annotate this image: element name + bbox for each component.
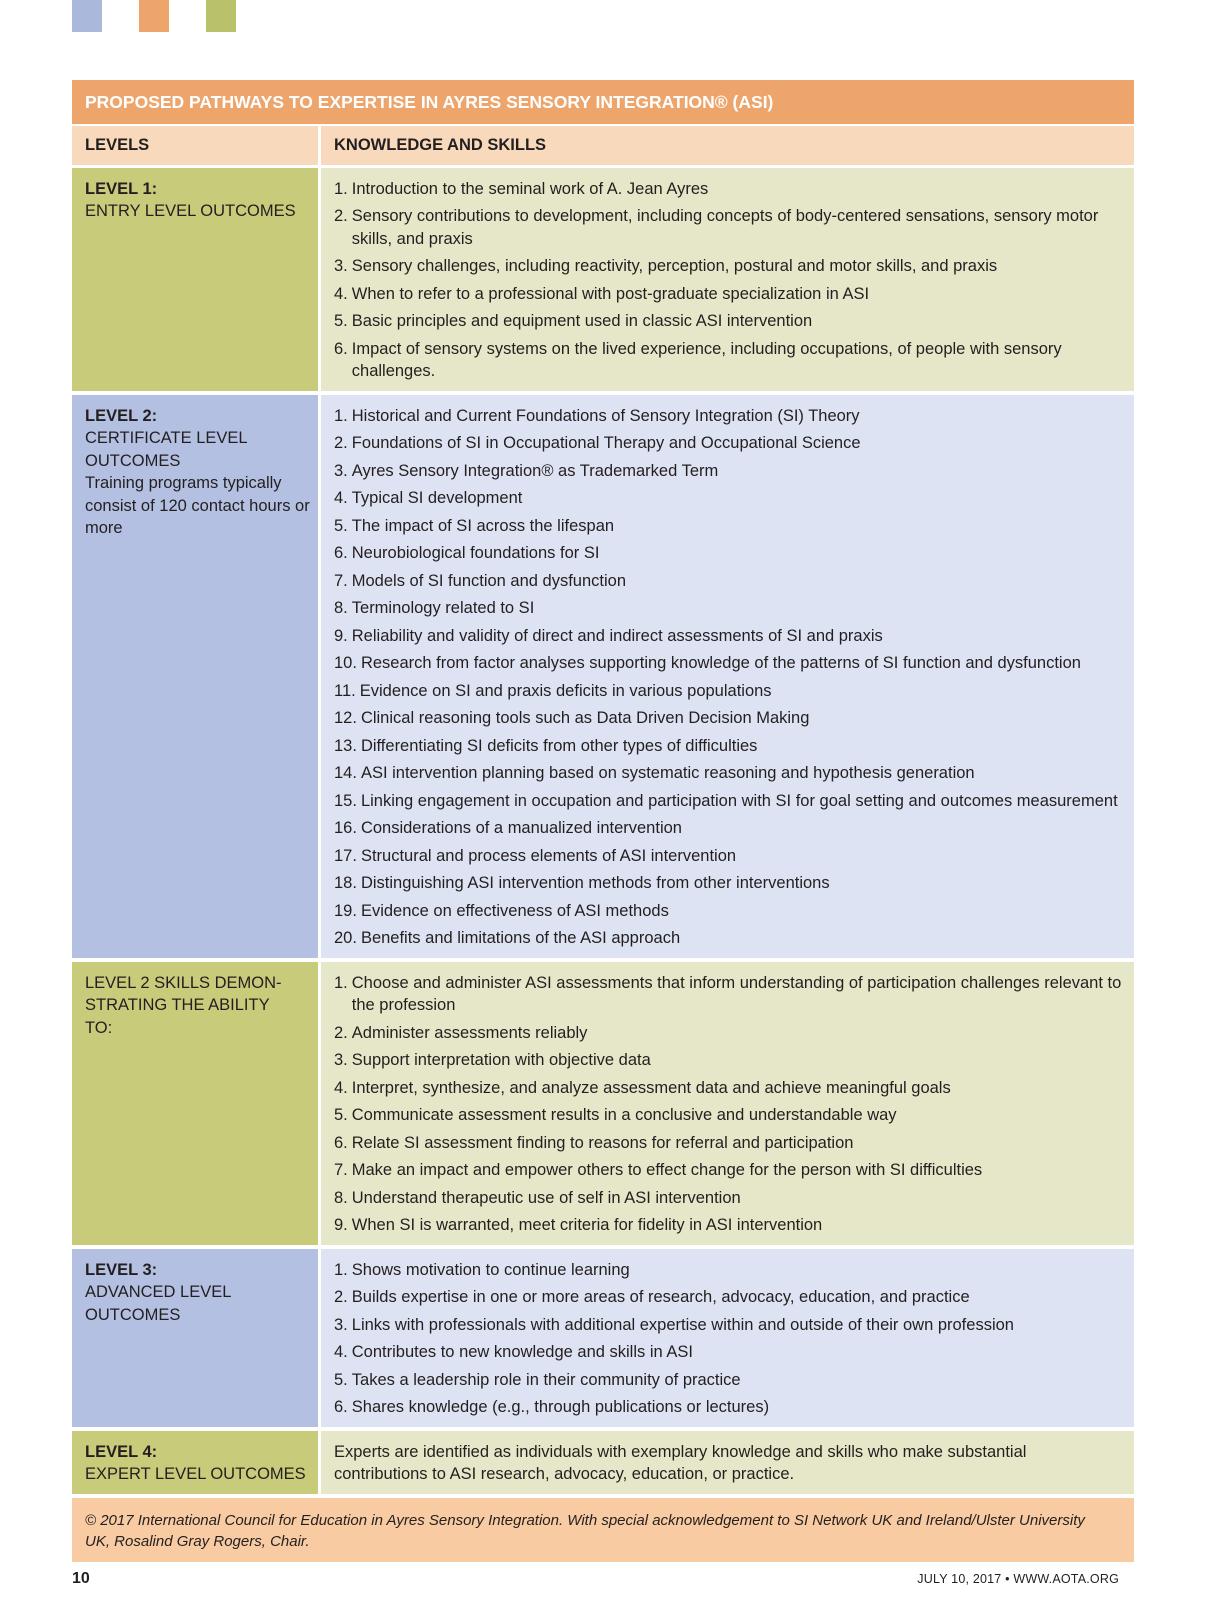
item-text: Support interpretation with objective data (351, 1051, 651, 1069)
list-item (334, 1396, 1122, 1419)
list-item (334, 972, 1122, 1017)
item-text: Evidence on SI and praxis deficits in various populations (359, 681, 772, 700)
list-item (334, 487, 1122, 510)
item-text: Builds expertise in one or more areas of research, advocacy, education, and practice (351, 1288, 970, 1306)
list-item (334, 338, 1122, 383)
list-item (334, 178, 1122, 201)
list-item (334, 762, 1122, 785)
list-item (334, 1259, 1122, 1282)
level-subtitle: ADVANCED LEVEL OUTCOMES (85, 1283, 231, 1324)
list-item (334, 283, 1122, 306)
list-item (334, 1214, 1122, 1237)
list-item (334, 1022, 1122, 1045)
item-text: Make an impact and empower others to effect change for the person with SI difficulties (351, 1161, 983, 1179)
item-text: Basic principles and equipment used in classic ASI intervention (351, 312, 813, 330)
level-cell (72, 395, 318, 958)
list-item (334, 515, 1122, 538)
item-text: Administer assessments reliably (351, 1023, 588, 1042)
list-item (334, 845, 1122, 868)
item-number: 1. (334, 1260, 348, 1279)
item-number: 4. (334, 489, 348, 507)
item-text: Terminology related to SI (351, 599, 535, 617)
item-text: Understand therapeutic use of self in ASI intervention (351, 1188, 741, 1207)
list-item (334, 1286, 1122, 1309)
item-number: 13. (334, 736, 357, 755)
item-number: 11. (334, 681, 356, 700)
list-item (334, 707, 1122, 730)
list-item (334, 405, 1122, 428)
list-item (334, 1341, 1122, 1364)
level-4-description: Experts are identified as individuals with exemplary knowledge and skills who make substantial contributions to ASI research, advocacy, education, or practice. (334, 1442, 1027, 1483)
table-row-level-2 (72, 395, 1134, 958)
item-text: Clinical reasoning tools such as Data Driven Decision Making (360, 709, 810, 727)
item-number: 2. (334, 1288, 348, 1306)
item-text: Typical SI development (351, 489, 523, 507)
list-item (334, 735, 1122, 758)
item-text: Historical and Current Foundations of Sensory Integration (SI) Theory (351, 406, 860, 425)
item-text: Contributes to new knowledge and skills in ASI (351, 1343, 693, 1361)
knowledge-cell (321, 395, 1134, 958)
knowledge-cell (321, 962, 1134, 1245)
knowledge-cell (321, 168, 1134, 391)
level-subtitle: EXPERT LEVEL OUTCOMES (85, 1465, 306, 1483)
knowledge-list (334, 1259, 1122, 1419)
item-text: Sensory contributions to development, including concepts of body-centered sensations, sensory motor skills, and praxis (351, 207, 1099, 248)
level-cell (72, 1431, 318, 1494)
page-footer-date-site: JULY 10, 2017 • WWW.AOTA.ORG (917, 1572, 1119, 1586)
page-number: 10 (72, 1570, 90, 1587)
item-number: 3. (334, 461, 348, 480)
item-number: 3. (334, 1315, 348, 1334)
knowledge-cell (321, 1249, 1134, 1427)
green-square (206, 0, 236, 32)
item-text: Foundations of SI in Occupational Therapy and Occupational Science (351, 434, 861, 452)
item-number: 12. (334, 709, 357, 727)
item-number: 6. (334, 1133, 348, 1152)
level-title: LEVEL 1: (85, 179, 158, 198)
level-subtitle: LEVEL 2 SKILLS DEMON-STRATING THE ABILITY TO: (85, 973, 282, 1037)
item-number: 19. (334, 901, 357, 920)
item-text: Interpret, synthesize, and analyze assessment data and achieve meaningful goals (351, 1078, 951, 1097)
level-subtitle: CERTIFICATE LEVEL OUTCOMES (85, 429, 247, 470)
header-knowledge: KNOWLEDGE AND SKILLS (321, 126, 1134, 165)
item-number: 5. (334, 1106, 348, 1124)
list-item (334, 1077, 1122, 1100)
item-text: Reliability and validity of direct and indirect assessments of SI and praxis (351, 626, 883, 645)
list-item (334, 432, 1122, 455)
item-number: 7. (334, 1161, 348, 1179)
list-item (334, 310, 1122, 333)
item-text: Structural and process elements of ASI intervention (360, 846, 737, 865)
item-number: 3. (334, 1051, 348, 1069)
list-item (334, 597, 1122, 620)
item-number: 4. (334, 284, 348, 303)
item-number: 6. (334, 1398, 348, 1416)
knowledge-list (334, 178, 1122, 383)
item-text: Links with professionals with additional expertise within and outside of their own profession (351, 1315, 1014, 1334)
item-number: 5. (334, 516, 348, 535)
list-item (334, 872, 1122, 895)
decorative-squares (72, 0, 273, 32)
item-text: Communicate assessment results in a conclusive and understandable way (351, 1106, 897, 1124)
item-text: Neurobiological foundations for SI (351, 544, 600, 562)
item-number: 2. (334, 434, 348, 452)
blue-square (72, 0, 102, 32)
list-item (334, 570, 1122, 593)
item-text: Evidence on effectiveness of ASI methods (360, 901, 669, 920)
list-item (334, 652, 1122, 675)
item-number: 15. (334, 791, 357, 810)
item-text: Relate SI assessment finding to reasons for referral and participation (351, 1133, 854, 1152)
list-item (334, 927, 1122, 950)
item-number: 8. (334, 599, 348, 617)
list-item (334, 255, 1122, 278)
item-number: 9. (334, 626, 348, 645)
list-item (334, 1159, 1122, 1182)
item-number: 1. (334, 179, 348, 198)
item-number: 5. (334, 312, 348, 330)
level-title: LEVEL 4: (85, 1442, 158, 1461)
knowledge-list (334, 972, 1122, 1237)
knowledge-cell (321, 1431, 1134, 1494)
item-text: Impact of sensory systems on the lived experience, including occupations, of people with sensory challenges. (351, 339, 1062, 380)
table-row-level-4 (72, 1431, 1134, 1494)
copyright-footnote: © 2017 International Council for Education in Ayres Sensory Integration. With special acknowledgement to SI Network UK and Ireland/Ulster University UK, Rosalind Gray Rogers, Chair. (72, 1498, 1134, 1562)
item-text: Choose and administer ASI assessments that inform understanding of participation challenges relevant to the profession (351, 973, 1122, 1014)
list-item (334, 1369, 1122, 1392)
item-number: 7. (334, 571, 348, 590)
pathways-table (72, 80, 1134, 1562)
item-text: Research from factor analyses supporting knowledge of the patterns of SI function and dysfunction (360, 654, 1081, 672)
list-item (334, 1104, 1122, 1127)
item-number: 17. (334, 846, 357, 865)
item-text: ASI intervention planning based on systematic reasoning and hypothesis generation (360, 764, 975, 782)
list-item (334, 1049, 1122, 1072)
item-number: 14. (334, 764, 357, 782)
item-number: 6. (334, 339, 348, 358)
item-text: Models of SI function and dysfunction (351, 571, 627, 590)
table-header-row (72, 126, 1134, 165)
item-text: When to refer to a professional with post-graduate specialization in ASI (351, 284, 870, 303)
table-row-level-1 (72, 168, 1134, 391)
level-title: LEVEL 2: (85, 406, 158, 425)
item-number: 18. (334, 874, 357, 892)
level-title: LEVEL 3: (85, 1260, 158, 1279)
item-text: Shares knowledge (e.g., through publications or lectures) (351, 1398, 770, 1416)
item-text: Linking engagement in occupation and participation with SI for goal setting and outcomes measurement (360, 791, 1118, 810)
table-row-level-2-skills (72, 962, 1134, 1245)
item-text: Sensory challenges, including reactivity, perception, postural and motor skills, and praxis (351, 257, 998, 275)
item-number: 8. (334, 1188, 348, 1207)
level-note: Training programs typically consist of 120 contact hours or more (85, 474, 310, 537)
item-text: Introduction to the seminal work of A. Jean Ayres (351, 179, 709, 198)
item-text: Distinguishing ASI intervention methods from other interventions (360, 874, 830, 892)
item-number: 2. (334, 1023, 348, 1042)
item-number: 3. (334, 257, 348, 275)
level-cell (72, 1249, 318, 1427)
header-levels: LEVELS (72, 126, 318, 165)
list-item (334, 1187, 1122, 1210)
item-text: When SI is warranted, meet criteria for fidelity in ASI intervention (351, 1216, 823, 1234)
item-number: 2. (334, 207, 348, 225)
knowledge-list (334, 405, 1122, 950)
item-number: 4. (334, 1343, 348, 1361)
table-title: PROPOSED PATHWAYS TO EXPERTISE IN AYRES SENSORY INTEGRATION® (ASI) (72, 80, 1134, 124)
item-text: Benefits and limitations of the ASI approach (360, 929, 681, 947)
item-text: Shows motivation to continue learning (351, 1260, 630, 1279)
item-text: Considerations of a manualized intervention (360, 819, 682, 837)
level-cell (72, 962, 318, 1245)
list-item (334, 205, 1122, 250)
item-number: 4. (334, 1078, 348, 1097)
list-item (334, 1132, 1122, 1155)
item-number: 20. (334, 929, 357, 947)
item-number: 1. (334, 973, 348, 992)
table-row-level-3 (72, 1249, 1134, 1427)
list-item (334, 900, 1122, 923)
orange-square (139, 0, 169, 32)
item-text: Ayres Sensory Integration® as Trademarked Term (351, 461, 719, 480)
item-number: 16. (334, 819, 357, 837)
list-item (334, 542, 1122, 565)
level-subtitle: ENTRY LEVEL OUTCOMES (85, 202, 296, 220)
item-number: 5. (334, 1370, 348, 1389)
list-item (334, 1314, 1122, 1337)
list-item (334, 625, 1122, 648)
list-item (334, 817, 1122, 840)
level-cell (72, 168, 318, 391)
list-item (334, 460, 1122, 483)
list-item (334, 790, 1122, 813)
item-number: 9. (334, 1216, 348, 1234)
list-item (334, 680, 1122, 703)
item-text: Differentiating SI deficits from other types of difficulties (360, 736, 758, 755)
item-number: 6. (334, 544, 348, 562)
item-number: 1. (334, 406, 348, 425)
item-text: Takes a leadership role in their community of practice (351, 1370, 741, 1389)
item-number: 10. (334, 654, 357, 672)
item-text: The impact of SI across the lifespan (351, 516, 615, 535)
